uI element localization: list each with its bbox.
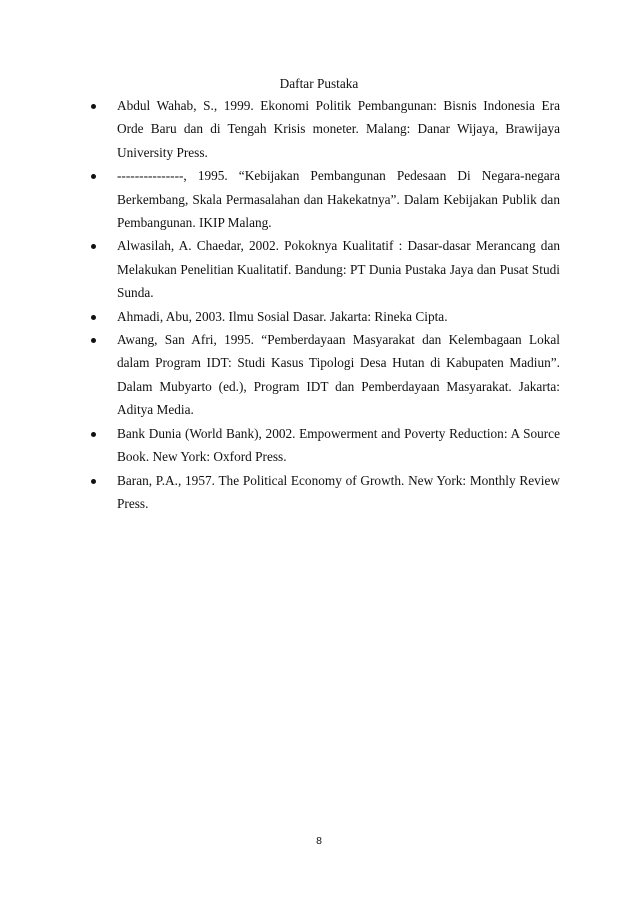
reference-item (0, 305, 638, 328)
page-title: Daftar Pustaka (279, 76, 359, 91)
reference-text: Ahmadi, Abu, 2003. Ilmu Sosial Dasar. Jakarta: Rineka Cipta. (117, 308, 448, 324)
bullet-icon (91, 104, 96, 109)
reference-text: Alwasilah, A. Chaedar, 2002. Pokoknya Kualitatif : Dasar-dasar Merancang dan Melakukan Penelitian Kualitatif. Bandung: PT Dunia Pustaka Jaya dan Pusat Studi Sunda. (117, 238, 560, 301)
bullet-icon (91, 432, 96, 437)
reference-item (0, 422, 638, 469)
bullet-icon (91, 244, 96, 249)
reference-item (0, 94, 638, 164)
reference-item (0, 469, 638, 516)
reference-item (0, 234, 638, 304)
reference-item (0, 328, 638, 422)
bullet-icon (91, 174, 96, 179)
bullet-icon (91, 479, 96, 484)
reference-text: Awang, San Afri, 1995. “Pemberdayaan Masyarakat dan Kelembagaan Lokal dalam Program IDT: Studi Kasus Tipologi Desa Hutan di Kabupaten Madiun”. Dalam Mubyarto (ed.), Program IDT dan Pemberdayaan Masyarakat. Jakarta: Aditya Media. (117, 332, 560, 418)
reference-text: Abdul Wahab, S., 1999. Ekonomi Politik Pembangunan: Bisnis Indonesia Era Orde Baru dan di Tengah Krisis moneter. Malang: Danar Wijaya, Brawijaya University Press. (117, 98, 560, 160)
reference-item (0, 164, 638, 234)
reference-list (0, 94, 638, 515)
bullet-icon (91, 338, 96, 343)
reference-text: ---------------, 1995. “Kebijakan Pembangunan Pedesaan Di Negara-negara Berkembang, Skala Permasalahan dan Hakekatnya”. Dalam Kebijakan Publik dan Pembangunan. IKIP Malang. (117, 168, 560, 231)
bullet-icon (91, 315, 96, 320)
reference-text: Baran, P.A., 1957. The Political Economy of Growth. New York: Monthly Review Press. (117, 472, 560, 511)
reference-text: Bank Dunia (World Bank), 2002. Empowerment and Poverty Reduction: A Source Book. New York: Oxford Press. (117, 425, 560, 465)
page-number: 8 (316, 835, 322, 847)
